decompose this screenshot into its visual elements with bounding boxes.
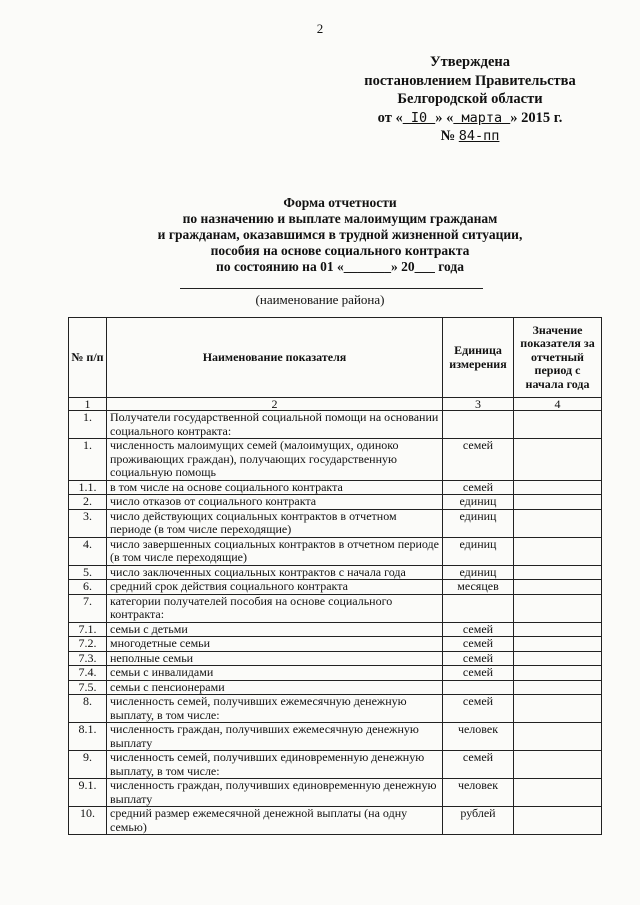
unit-of-measure: единиц: [443, 565, 514, 580]
indicator-name: семьи с пенсионерами: [107, 680, 443, 695]
table-row: [69, 779, 602, 807]
report-table: [68, 317, 602, 835]
table-row: [69, 439, 602, 481]
date-month: марта: [453, 109, 511, 126]
region-name-line: [180, 288, 483, 289]
indicator-name: семьи с инвалидами: [107, 666, 443, 681]
table-row: [69, 666, 602, 681]
header-unit: Единица измерения: [443, 318, 514, 398]
region-caption: (наименование района): [255, 292, 385, 307]
row-number: 9.1.: [69, 779, 107, 807]
indicator-value[interactable]: [514, 580, 602, 595]
table-row: [69, 480, 602, 495]
table-row: [69, 622, 602, 637]
form-title-line-5: по состоянию на 01 «_______» 20___ года: [216, 259, 464, 274]
row-number: 1.: [69, 411, 107, 439]
unit-of-measure: семей: [443, 637, 514, 652]
indicator-name: в том числе на основе социального контракта: [107, 480, 443, 495]
row-number: 5.: [69, 565, 107, 580]
row-number: 7.3.: [69, 651, 107, 666]
form-title-line-2: по назначению и выплате малоимущим гражданам: [182, 211, 498, 226]
indicator-name: семьи с детьми: [107, 622, 443, 637]
approval-line-2: постановлением Правительства: [364, 72, 576, 89]
indicator-value[interactable]: [514, 680, 602, 695]
table-row: [69, 751, 602, 779]
approval-date: [330, 109, 610, 128]
table-row: [69, 594, 602, 622]
header-value: Значение показателя за отчетный период с начала года: [514, 318, 602, 398]
header-name: Наименование показателя: [107, 318, 443, 398]
date-day: I0: [402, 109, 436, 126]
row-number: 7.: [69, 594, 107, 622]
column-number: 1: [69, 398, 107, 411]
approval-line-3: Белгородской области: [397, 91, 543, 107]
indicator-name: численность граждан, получивших единовременную денежную выплату: [107, 779, 443, 807]
approval-stamp: [330, 53, 610, 146]
unit-of-measure: [443, 680, 514, 695]
unit-of-measure: человек: [443, 723, 514, 751]
table-row: [69, 537, 602, 565]
row-number: 7.1.: [69, 622, 107, 637]
indicator-name: число отказов от социального контракта: [107, 495, 443, 510]
table-row: [69, 807, 602, 835]
row-number: 10.: [69, 807, 107, 835]
column-number: 2: [107, 398, 443, 411]
approval-line-1: Утверждена: [430, 54, 510, 70]
indicator-name: средний размер ежемесячной денежной выплаты (на одну семью): [107, 807, 443, 835]
indicator-value[interactable]: [514, 622, 602, 637]
row-number: 1.: [69, 439, 107, 481]
indicator-value[interactable]: [514, 666, 602, 681]
unit-of-measure: семей: [443, 622, 514, 637]
unit-of-measure: семей: [443, 751, 514, 779]
form-title-line-1: Форма отчетности: [283, 195, 397, 210]
indicator-name: неполные семьи: [107, 651, 443, 666]
table-row: [69, 695, 602, 723]
indicator-value[interactable]: [514, 751, 602, 779]
indicator-name: численность семей, получивших единовременную денежную выплату, в том числе:: [107, 751, 443, 779]
unit-of-measure: семей: [443, 439, 514, 481]
indicator-value[interactable]: [514, 651, 602, 666]
unit-of-measure: человек: [443, 779, 514, 807]
indicator-value[interactable]: [514, 495, 602, 510]
indicator-name: число действующих социальных контрактов в отчетном периоде (в том числе переходящие): [107, 509, 443, 537]
date-prefix: от «: [377, 109, 403, 126]
unit-of-measure: единиц: [443, 495, 514, 510]
indicator-value[interactable]: [514, 480, 602, 495]
indicator-value[interactable]: [514, 439, 602, 481]
indicator-value[interactable]: [514, 537, 602, 565]
indicator-value[interactable]: [514, 637, 602, 652]
number-prefix: №: [440, 128, 459, 144]
indicator-name: многодетные семьи: [107, 637, 443, 652]
table-row: [69, 723, 602, 751]
row-number: 4.: [69, 537, 107, 565]
unit-of-measure: семей: [443, 695, 514, 723]
indicator-name: численность граждан, получивших ежемесячную денежную выплату: [107, 723, 443, 751]
indicator-value[interactable]: [514, 594, 602, 622]
indicator-value[interactable]: [514, 723, 602, 751]
row-number: 6.: [69, 580, 107, 595]
unit-of-measure: семей: [443, 480, 514, 495]
row-number: 8.: [69, 695, 107, 723]
indicator-value[interactable]: [514, 411, 602, 439]
column-numbers-row: [69, 398, 602, 411]
unit-of-measure: семей: [443, 651, 514, 666]
table-row: [69, 680, 602, 695]
unit-of-measure: [443, 594, 514, 622]
unit-of-measure: единиц: [443, 509, 514, 537]
indicator-name: средний срок действия социального контракта: [107, 580, 443, 595]
table-row: [69, 495, 602, 510]
table-row: [69, 411, 602, 439]
indicator-value[interactable]: [514, 807, 602, 835]
date-mid: » «: [435, 109, 454, 126]
row-number: 7.2.: [69, 637, 107, 652]
table-row: [69, 509, 602, 537]
row-number: 1.1.: [69, 480, 107, 495]
indicator-name: число завершенных социальных контрактов в отчетном периоде (в том числе переходящие): [107, 537, 443, 565]
row-number: 8.1.: [69, 723, 107, 751]
indicator-name: численность семей, получивших ежемесячную денежную выплату, в том числе:: [107, 695, 443, 723]
date-suffix: » 2015 г.: [510, 109, 563, 126]
row-number: 2.: [69, 495, 107, 510]
unit-of-measure: месяцев: [443, 580, 514, 595]
unit-of-measure: единиц: [443, 537, 514, 565]
table-row: [69, 651, 602, 666]
unit-of-measure: рублей: [443, 807, 514, 835]
table-row: [69, 565, 602, 580]
indicator-value[interactable]: [514, 565, 602, 580]
column-number: 4: [514, 398, 602, 411]
column-number: 3: [443, 398, 514, 411]
unit-of-measure: семей: [443, 666, 514, 681]
indicator-name: численность малоимущих семей (малоимущих, одиноко проживающих граждан), получающих государственную социальную помощь: [107, 439, 443, 481]
indicator-value[interactable]: [514, 509, 602, 537]
form-title-line-4: пособия на основе социального контракта: [210, 243, 470, 258]
header-num: № п/п: [69, 318, 107, 398]
indicator-value[interactable]: [514, 779, 602, 807]
row-number: 7.4.: [69, 666, 107, 681]
indicator-name: категории получателей пособия на основе социального контракта:: [107, 594, 443, 622]
form-title: [60, 195, 620, 275]
row-number: 7.5.: [69, 680, 107, 695]
form-title-line-3: и гражданам, оказавшимся в трудной жизненной ситуации,: [157, 227, 523, 242]
table-row: [69, 637, 602, 652]
unit-of-measure: [443, 411, 514, 439]
approval-number: [330, 127, 610, 146]
indicator-name: число заключенных социальных контрактов с начала года: [107, 565, 443, 580]
indicator-value[interactable]: [514, 695, 602, 723]
row-number: 3.: [69, 509, 107, 537]
table-row: [69, 580, 602, 595]
row-number: 9.: [69, 751, 107, 779]
number-value: 84-пп: [458, 128, 500, 144]
page-number: 2: [316, 21, 324, 36]
indicator-name: Получатели государственной социальной помощи на основании социального контракта:: [107, 411, 443, 439]
